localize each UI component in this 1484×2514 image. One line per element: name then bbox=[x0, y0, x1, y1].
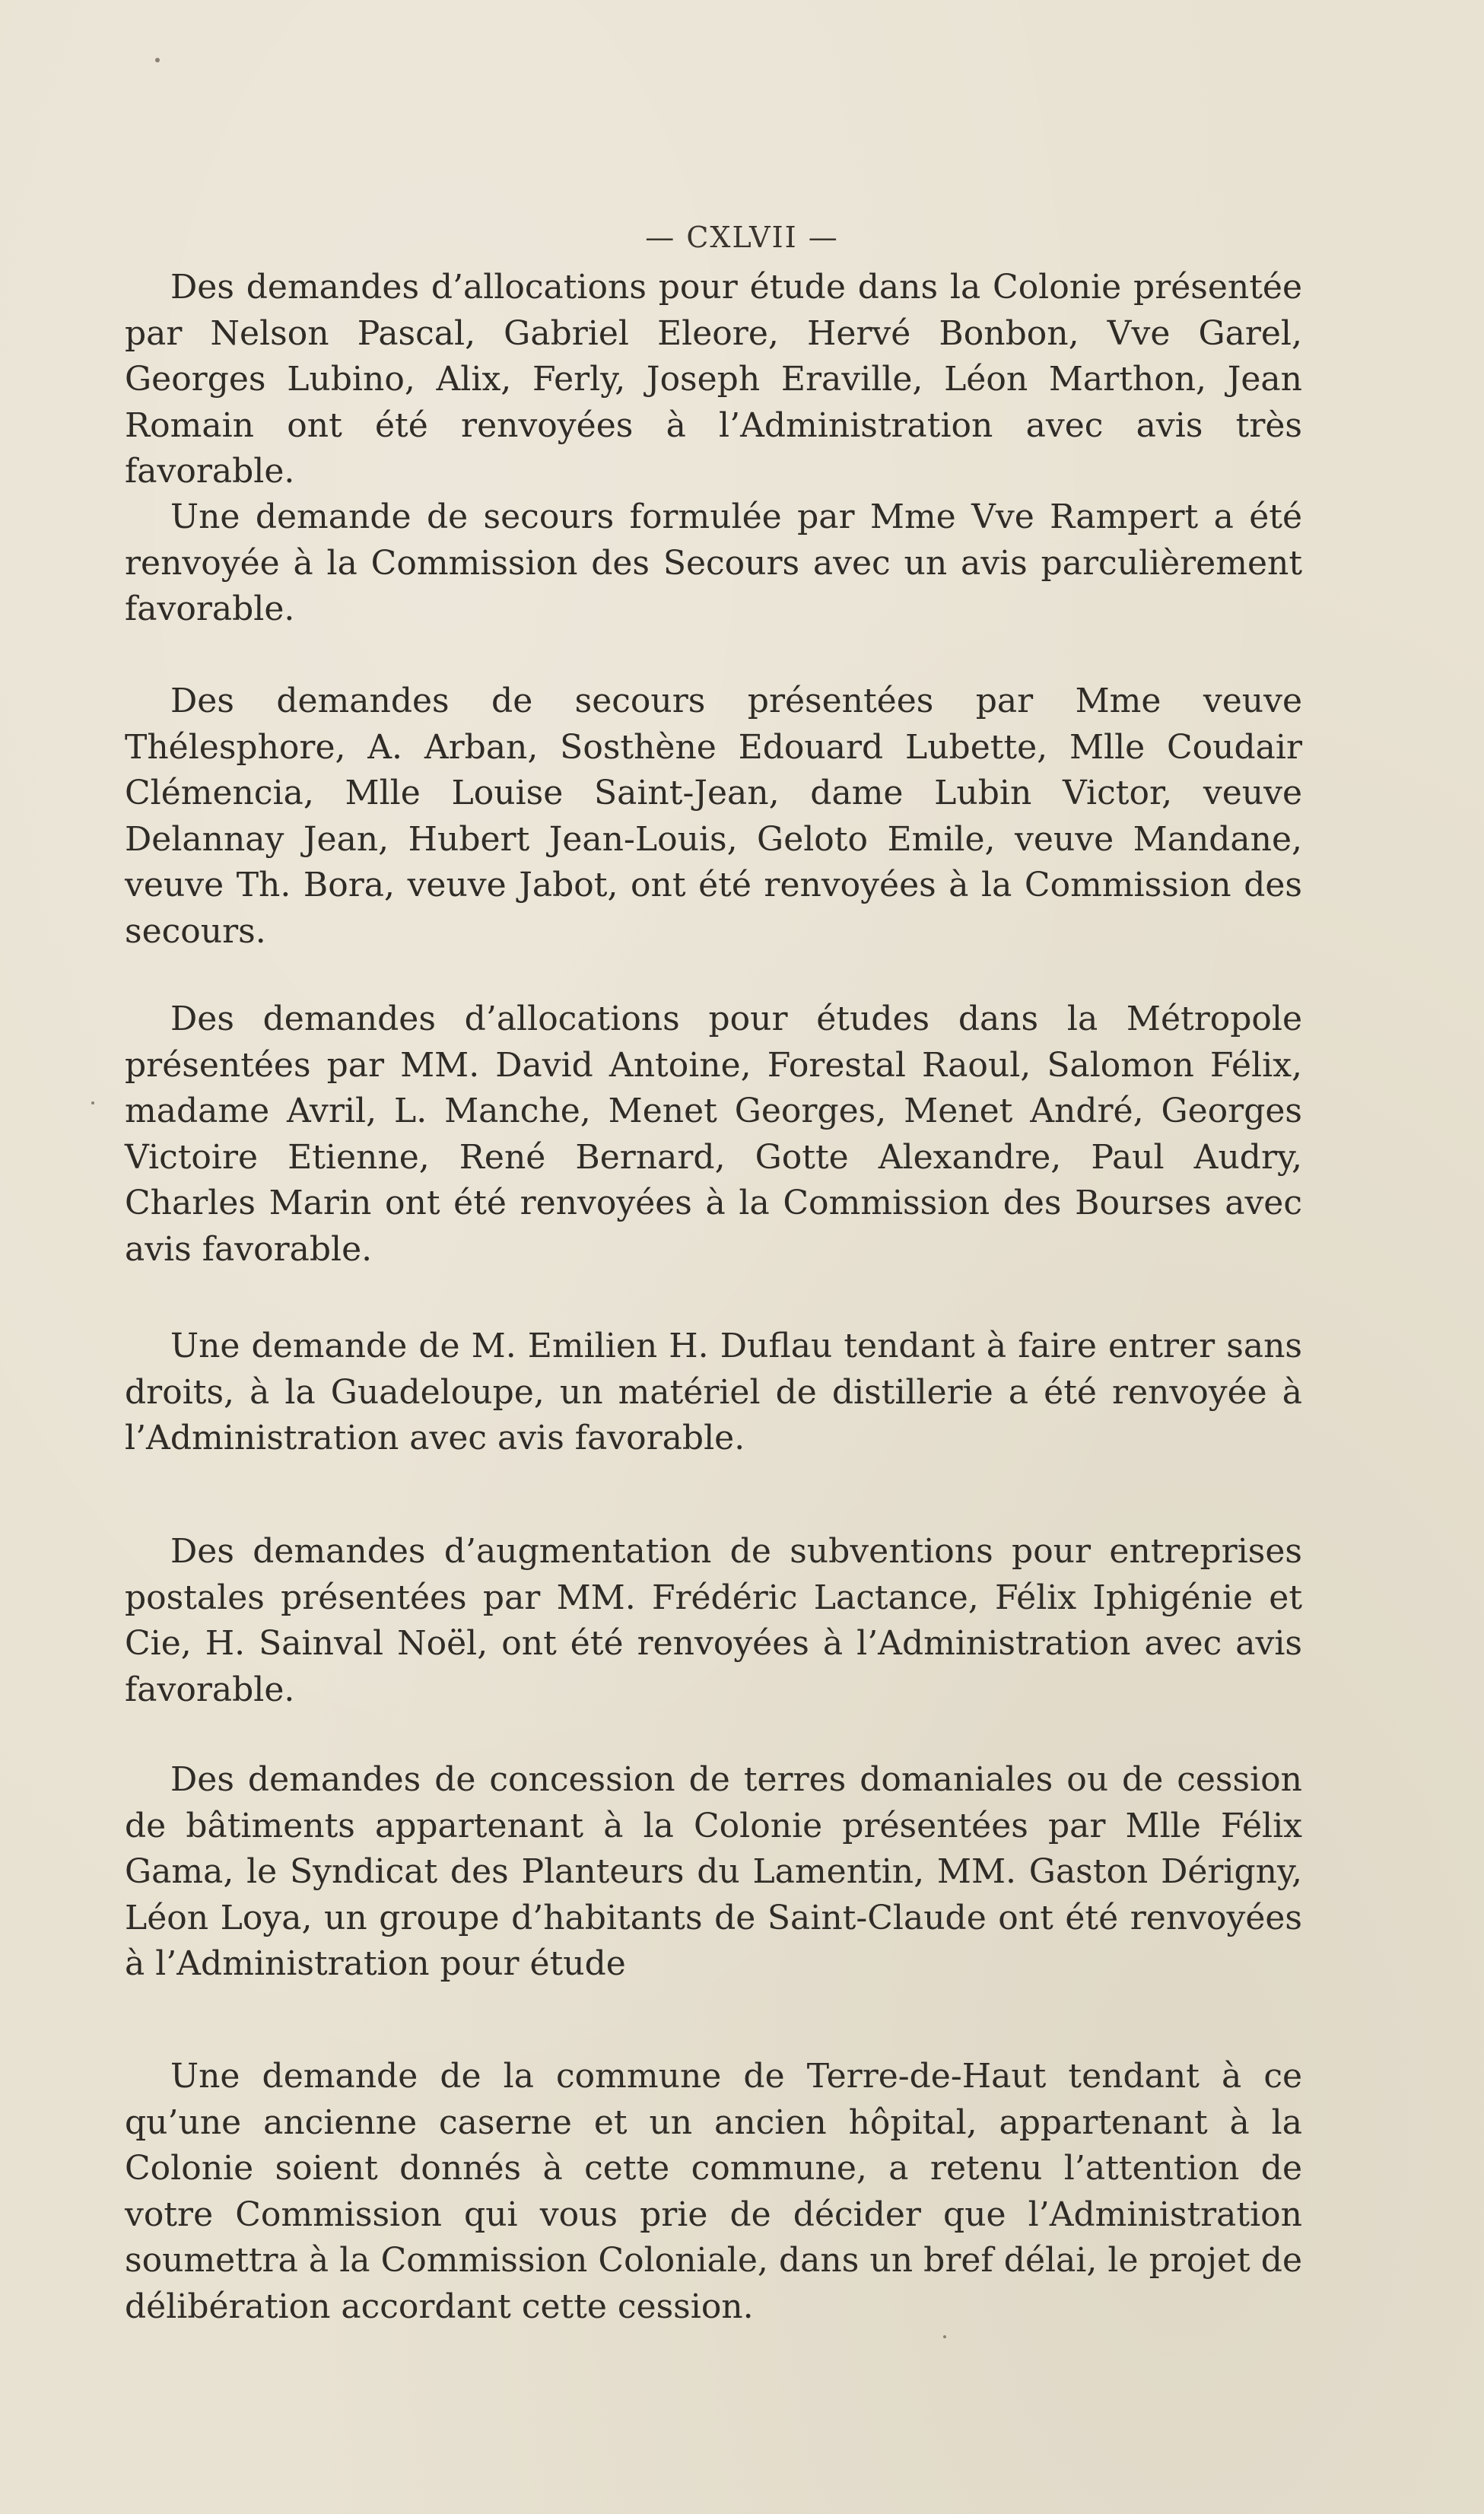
paragraph-text: Une demande de secours formulée par Mme Vve Rampert a été renvoyée à la Commission des Secours avec un avis parculièrement favorable. bbox=[125, 497, 1302, 628]
page-number-header: — CXLVII — bbox=[645, 221, 839, 254]
paragraph-text: Des demandes de secours présentées par Mme veuve Thélesphore, A. Arban, Sosthène Edouard Lubette, Mlle Coudair Clémencia, Mlle Louise Saint-Jean, dame Lubin Victor, veuve Delannay Jean, Hubert Jean-Louis, Geloto Emile, veuve Mandane, veuve Th. Bora, veuve Jabot, ont été renvoyées à la Commission des secours. bbox=[125, 682, 1302, 951]
paragraph-allocations-metropole bbox=[125, 996, 1302, 1273]
paragraph-demandes-secours bbox=[125, 679, 1302, 955]
speck bbox=[91, 1101, 94, 1104]
paragraph-secours-rampert bbox=[125, 494, 1302, 633]
paragraph-text: Des demandes de concession de terres domaniales ou de cession de bâtiments appartenant à la Colonie présentées par Mlle Félix Gama, le Syndicat des Planteurs du Lamentin, MM. Gaston Dérigny, Léon Loya, un groupe d’habitants de Saint-Claude ont été renvoyées à l’Administration pour étude bbox=[125, 1760, 1302, 1983]
paragraph-distillerie bbox=[125, 1324, 1302, 1462]
paragraph-text: Des demandes d’allocations pour études dans la Métropole présentées par MM. David Antoine, Forestal Raoul, Salomon Félix, madame Avril, L. Manche, Menet Georges, Menet André, Georges Victoire Etienne, René Bernard, Gotte Alexandre, Paul Audry, Charles Marin ont été renvoyées à la Commission des Bourses avec avis favorable. bbox=[125, 1000, 1302, 1269]
paragraph-text: Une demande de M. Emilien H. Duflau tendant à faire entrer sans droits, à la Guadeloupe, un matériel de distillerie a été renvoyée à l’Administration avec avis favorable. bbox=[125, 1327, 1302, 1457]
paragraph-terre-de-haut bbox=[125, 2054, 1302, 2330]
paragraph-text: Des demandes d’allocations pour étude dans la Colonie présentée par Nelson Pascal, Gabriel Eleore, Hervé Bonbon, Vve Garel, Georges Lubino, Alix, Ferly, Joseph Eraville, Léon Marthon, Jean Romain ont été renvoyées à l’Administration avec avis très favorable. bbox=[125, 268, 1302, 491]
paragraph-subventions-postales bbox=[125, 1529, 1302, 1713]
speck bbox=[155, 58, 160, 62]
paragraph-text: Des demandes d’augmentation de subventions pour entreprises postales présentées par MM. Frédéric Lactance, Félix Iphigénie et Cie, H. Sainval Noël, ont été renvoyées à l’Administration avec avis favorable. bbox=[125, 1532, 1302, 1709]
speck bbox=[943, 2335, 946, 2338]
paragraph-text: Une demande de la commune de Terre-de-Haut tendant à ce qu’une ancienne caserne et un ancien hôpital, appartenant à la Colonie soient donnés à cette commune, a retenu l’attention de votre Commission qui vous prie de décider que l’Administration soumettra à la Commission Coloniale, dans un bref délai, le projet de délibération accordant cette cession. bbox=[125, 2057, 1302, 2326]
paragraph-allocations-colonie bbox=[125, 265, 1302, 495]
paragraph-concession-terres bbox=[125, 1757, 1302, 1988]
